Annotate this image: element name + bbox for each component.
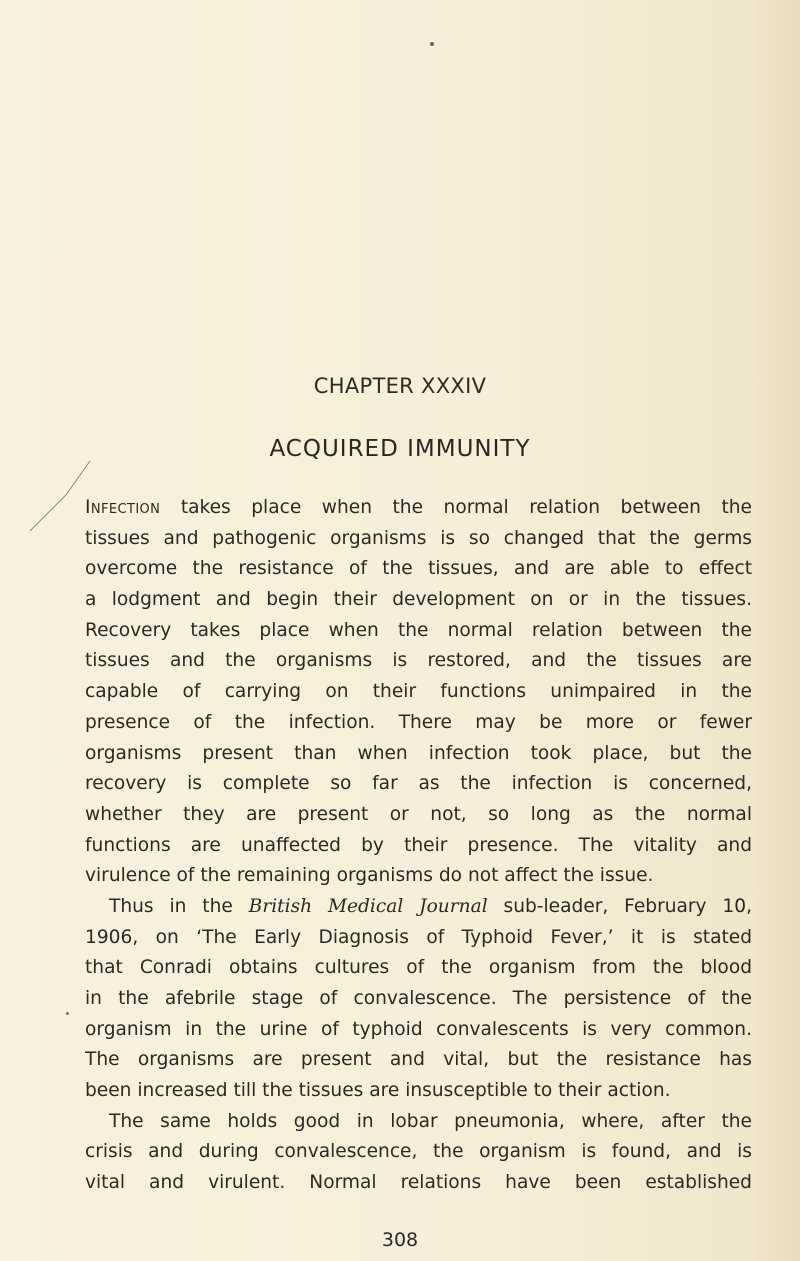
text-line: a lodgment and begin their development on or in the tissues. — [85, 589, 752, 611]
text-line: Recovery takes place when the normal relation between the — [85, 619, 752, 641]
text-line: presence of the infection. There may be more or fewer — [85, 711, 752, 733]
text-line: that Conradi obtains cultures of the organism from the blood — [85, 957, 752, 979]
text-line: organism in the urine of typhoid convalescents is very common. — [85, 1018, 752, 1040]
text-line: vital and virulent. Normal relations have been established — [85, 1172, 752, 1194]
text-line: been increased till the tissues are insusceptible to their action. — [85, 1080, 671, 1102]
text-line: Thus in the British Medical Journal sub-leader, February 10, — [109, 895, 752, 917]
page-number: 308 — [381, 1229, 419, 1251]
text-line: in the afebrile stage of convalescence. The persistence of the — [85, 988, 752, 1009]
text-line: virulence of the remaining organisms do not affect the issue. — [85, 865, 654, 887]
chapter-heading: CHAPTER XXXIV — [313, 374, 487, 398]
opening-word: Infection — [85, 497, 161, 518]
text-line: Infection takes place when the normal relation between the — [85, 497, 752, 518]
text-line: organisms present than when infection took place, but the — [85, 742, 752, 764]
text-line: crisis and during convalescence, the organism is found, and is — [85, 1141, 752, 1163]
chapter-title: ACQUIRED IMMUNITY — [269, 436, 531, 462]
paper-speck — [66, 1012, 69, 1015]
text-line: tissues and the organisms is restored, and the tissues are — [85, 650, 752, 672]
text-line: The same holds good in lobar pneumonia, where, after the — [109, 1110, 752, 1132]
text-line: 1906, on ‘The Early Diagnosis of Typhoid Fever,’ it is stated — [85, 926, 752, 948]
text-line: The organisms are present and vital, but the resistance has — [85, 1049, 752, 1071]
text-line: whether they are present or not, so long as the normal — [85, 803, 752, 825]
text-line: recovery is complete so far as the infection is concerned, — [85, 773, 752, 795]
text-line: capable of carrying on their functions unimpaired in the — [85, 681, 752, 703]
text-line: functions are unaffected by their presence. The vitality and — [85, 834, 752, 856]
text-line: overcome the resistance of the tissues, and are able to effect — [85, 558, 752, 580]
body-text — [85, 493, 752, 1199]
journal-title: British Medical Journal — [248, 895, 488, 917]
paper-speck — [430, 42, 434, 46]
text-line: tissues and pathogenic organisms is so changed that the germs — [85, 527, 752, 549]
page-edge-shading — [754, 0, 800, 1261]
